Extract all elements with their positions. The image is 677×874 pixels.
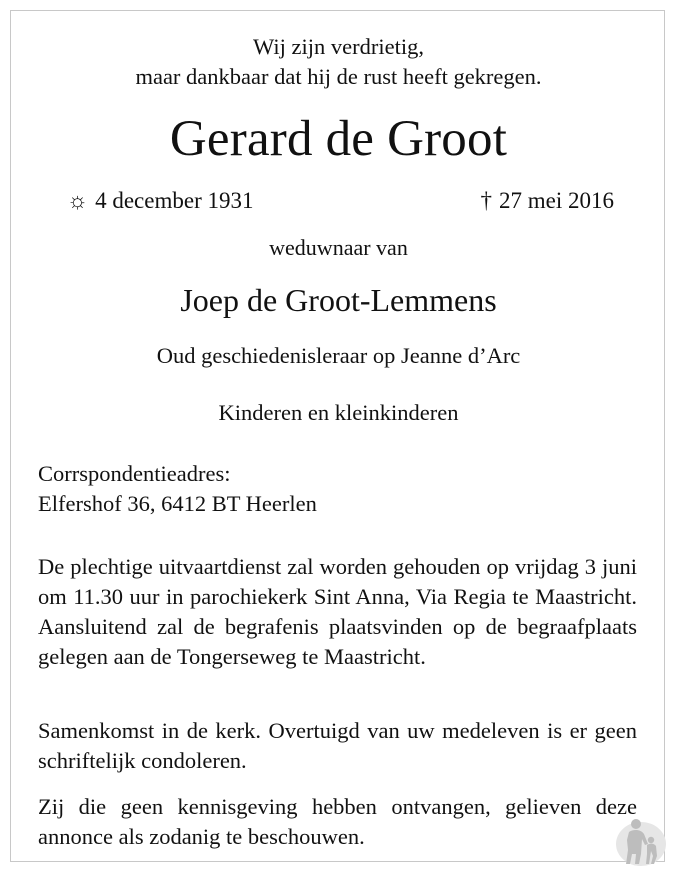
address-text: Elfershof 36, 6412 BT Heerlen — [38, 491, 317, 516]
family-line: Kinderen en kleinkinderen — [218, 400, 459, 425]
birth-date — [67, 186, 253, 216]
gathering-paragraph — [38, 716, 637, 776]
sun-icon: ☼ — [67, 188, 89, 213]
mourning-figure-icon — [615, 810, 667, 866]
paragraph-text: Samenkomst in de kerk. Overtuigd van uw medeleven is er geen schriftelijk condoleren. — [38, 718, 637, 773]
correspondence-address — [38, 459, 637, 519]
spouse-name: Joep de Groot-Lemmens — [180, 282, 497, 318]
notification-paragraph — [38, 792, 637, 852]
cross-icon: † — [480, 188, 492, 213]
death-date-text: 27 mei 2016 — [499, 188, 614, 213]
paragraph-text: Zij die geen kennisgeving hebben ontvangen, gelieven deze annonce als zodanig te beschouwen. — [38, 794, 637, 849]
widower-label: weduwnaar van — [269, 235, 408, 260]
address-label: Corrspondentieadres: — [38, 461, 231, 486]
death-date — [481, 186, 615, 216]
deceased-name: Gerard de Groot — [169, 111, 508, 167]
quote-line-1: Wij zijn verdrietig, — [253, 34, 424, 59]
role-description: Oud geschiedenisleraar op Jeanne d’Arc — [156, 343, 521, 368]
quote-line-2: maar dankbaar dat hij de rust heeft gekregen. — [135, 64, 542, 89]
funeral-paragraph — [38, 552, 637, 672]
birth-date-text: 4 december 1931 — [95, 188, 254, 213]
mourning-figure-svg — [615, 810, 667, 866]
opening-quote — [0, 32, 677, 92]
paragraph-text: De plechtige uitvaartdienst zal worden gehouden op vrijdag 3 juni om 11.30 uur in parochiekerk Sint Anna, Via Regia te Maastricht. Aansluitend zal de begrafenis plaatsvinden op de begraafplaats gelegen aan de Tongerseweg te Maastricht. — [38, 554, 637, 669]
